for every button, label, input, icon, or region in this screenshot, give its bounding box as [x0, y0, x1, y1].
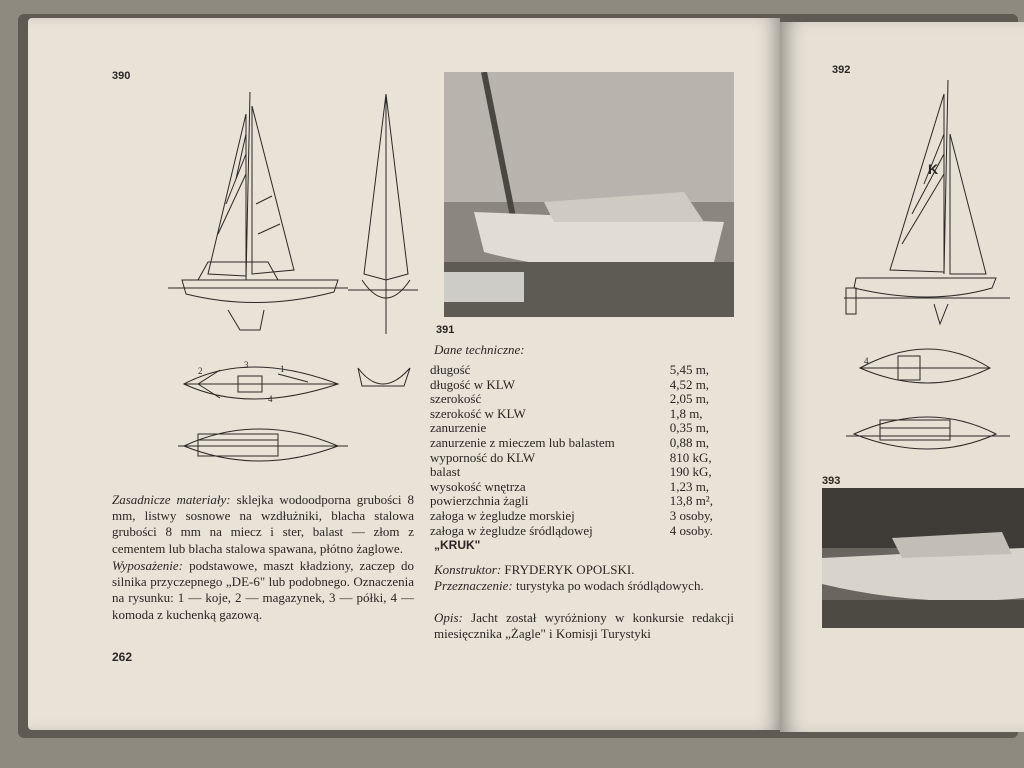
spec-row — [430, 407, 726, 422]
spec-label: załoga w żegludze śródlądowej — [430, 522, 593, 538]
spec-value: 1,8 m, — [669, 405, 703, 421]
spec-value: 4 osoby. — [669, 522, 713, 538]
figure-391-label: 391 — [436, 324, 455, 336]
equipment-label: Wyposażenie: — [112, 558, 184, 573]
spec-row — [430, 524, 726, 539]
spec-label: wysokość wnętrza — [430, 478, 526, 494]
right-page — [780, 22, 1024, 732]
designer-paragraph — [434, 562, 734, 578]
spec-value: 2,05 m, — [669, 391, 710, 407]
description-text: Jacht został wyróżniony w konkursie redakcji miesięcznika „Żagle" i Komisji Turystyki — [434, 610, 735, 642]
left-page — [28, 18, 780, 730]
equipment-text: podstawowe, maszt kładziony, zaczep do silnika przyczepnego „DE-6" lub podobnego. Oznaczenia na rysunku: 1 — koje, 2 — magazynek, 3 — półki, 4 — komoda z kuchenką gazową. — [112, 558, 414, 622]
yacht-photo-393 — [822, 488, 1024, 628]
description-paragraph — [434, 610, 734, 642]
spec-label: zanurzenie — [430, 420, 487, 436]
purpose-label: Przeznaczenie: — [434, 578, 513, 593]
description-label: Opis: — [434, 610, 463, 625]
spec-label: załoga w żegludze morskiej — [430, 507, 575, 523]
designer-label: Konstruktor: — [434, 562, 502, 577]
spec-value: 0,88 m, — [669, 434, 710, 450]
tech-heading: Dane techniczne: — [434, 342, 525, 357]
svg-text:K: K — [928, 161, 939, 177]
spec-value: 4,52 m, — [669, 376, 710, 392]
spec-value: 190 kG, — [669, 464, 712, 480]
figure-392-label: 392 — [832, 64, 851, 76]
page-number: 262 — [112, 650, 133, 664]
yacht-drawing-390 — [148, 84, 418, 464]
spec-label: szerokość w KLW — [430, 405, 526, 421]
spec-label: zanurzenie z mieczem lub balastem — [430, 434, 615, 450]
specs-table — [430, 363, 726, 538]
spec-row — [430, 378, 726, 393]
purpose-paragraph — [434, 578, 734, 594]
spec-label: wyporność do KLW — [430, 449, 536, 465]
materials-label: Zasadnicze materiały: — [112, 492, 231, 507]
drawing-number-2: 2 — [198, 366, 203, 376]
spec-row — [430, 480, 726, 495]
spec-row — [430, 392, 726, 407]
yacht-drawing-392 — [840, 74, 1024, 474]
spec-value: 1,23 m, — [669, 478, 710, 494]
spec-label: długość w KLW — [430, 376, 515, 392]
drawing-number-4: 4 — [268, 394, 273, 404]
spec-label: balast — [430, 464, 461, 480]
designer-name: FRYDERYK OPOLSKI. — [504, 562, 635, 577]
spec-label: powierzchnia żagli — [430, 493, 529, 509]
spec-row — [430, 494, 726, 509]
spec-row — [430, 465, 726, 480]
materials-text: sklejka wodoodporna grubości 8 mm, listwy sosnowe na wzdłużniki, blacha stalowa grubości 8 mm na miecz i ster, balast — złom z cementem lub blacha stalowa spawana, płótno żaglowe. — [112, 492, 414, 556]
spec-row — [430, 451, 726, 466]
spec-value: 0,35 m, — [669, 420, 710, 436]
drawing-number-3: 3 — [244, 360, 249, 370]
yacht-title: „KRUK" — [434, 538, 481, 552]
spec-value: 3 osoby, — [669, 507, 713, 523]
spec-value: 13,8 m², — [669, 493, 713, 509]
drawing-number-4-right: 4 — [864, 356, 869, 366]
photo-391 — [444, 72, 734, 317]
figure-393-label: 393 — [822, 475, 841, 487]
yacht-photo-391 — [444, 72, 734, 317]
spec-label: szerokość — [430, 391, 482, 407]
drawing-number-1: 1 — [280, 364, 285, 374]
photo-393 — [822, 488, 1024, 628]
spec-value: 810 kG, — [669, 449, 712, 465]
spec-value: 5,45 m, — [669, 362, 710, 377]
spec-row — [430, 436, 726, 451]
spec-row — [430, 509, 726, 524]
equipment-paragraph — [112, 558, 414, 623]
spec-label: długość — [430, 362, 471, 377]
figure-390-label: 390 — [112, 70, 131, 82]
purpose-text: turystyka po wodach śródlądowych. — [515, 578, 704, 593]
spec-row — [430, 363, 726, 378]
materials-paragraph — [112, 492, 414, 557]
spec-row — [430, 421, 726, 436]
